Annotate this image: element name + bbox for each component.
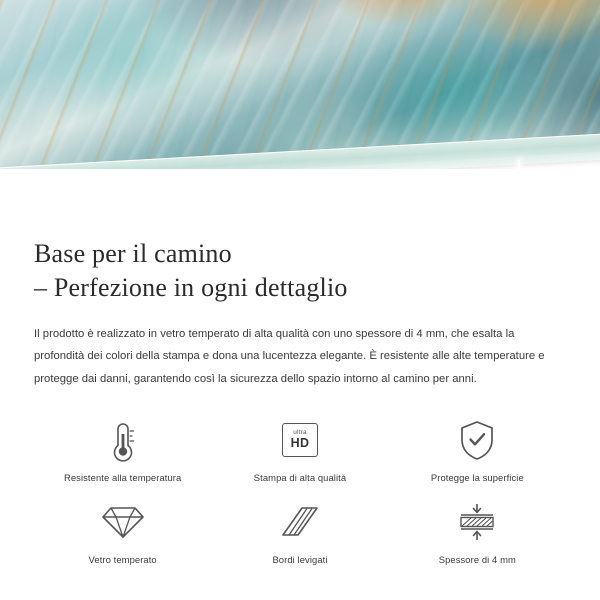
- feature-item-tempered-glass: [34, 493, 211, 569]
- feature-item-surface-protection: [389, 411, 566, 487]
- headline-line-2: – Perfezione in ogni dettaglio: [34, 272, 348, 302]
- feature-item-polished-edges: [211, 493, 388, 569]
- feature-label: Stampa di alta qualità: [253, 472, 347, 484]
- thickness-icon: [455, 499, 499, 545]
- feature-item-temperature: [34, 411, 211, 487]
- feature-label: Vetro temperato: [88, 554, 157, 566]
- feature-label: Protegge la superficie: [430, 472, 524, 484]
- feature-label: Bordi levigati: [272, 554, 328, 566]
- hero-image: [0, 0, 600, 215]
- image-bottom-fill: [0, 169, 600, 215]
- ultra-hd-badge-main: HD: [290, 436, 310, 451]
- feature-grid: [34, 411, 566, 569]
- headline-line-1: Base per il camino: [34, 239, 232, 268]
- thermometer-icon: [103, 417, 143, 463]
- feature-item-thickness: [389, 493, 566, 569]
- feature-label: Spessore di 4 mm: [438, 554, 516, 566]
- shield-check-icon: [456, 417, 498, 463]
- ultra-hd-badge-top: ultra: [293, 429, 307, 437]
- polished-edges-icon: [278, 499, 322, 545]
- page-title: [34, 237, 566, 305]
- content-area: [0, 237, 600, 569]
- feature-label: Resistente alla temperatura: [63, 472, 182, 484]
- feature-item-print-quality: [211, 411, 388, 487]
- body-paragraph: Il prodotto è realizzato in vetro temperato di alta qualità con uno spessore di 4 mm, che esalta la profondità dei colori della stampa e dona una lucentezza elegante. È resistente alle alte temperature e protegge dai danni, garantendo così la sicurezza dello spazio intorno al camino per anni.: [34, 327, 545, 386]
- ultra-hd-icon: [282, 417, 318, 463]
- diamond-icon: [101, 499, 145, 545]
